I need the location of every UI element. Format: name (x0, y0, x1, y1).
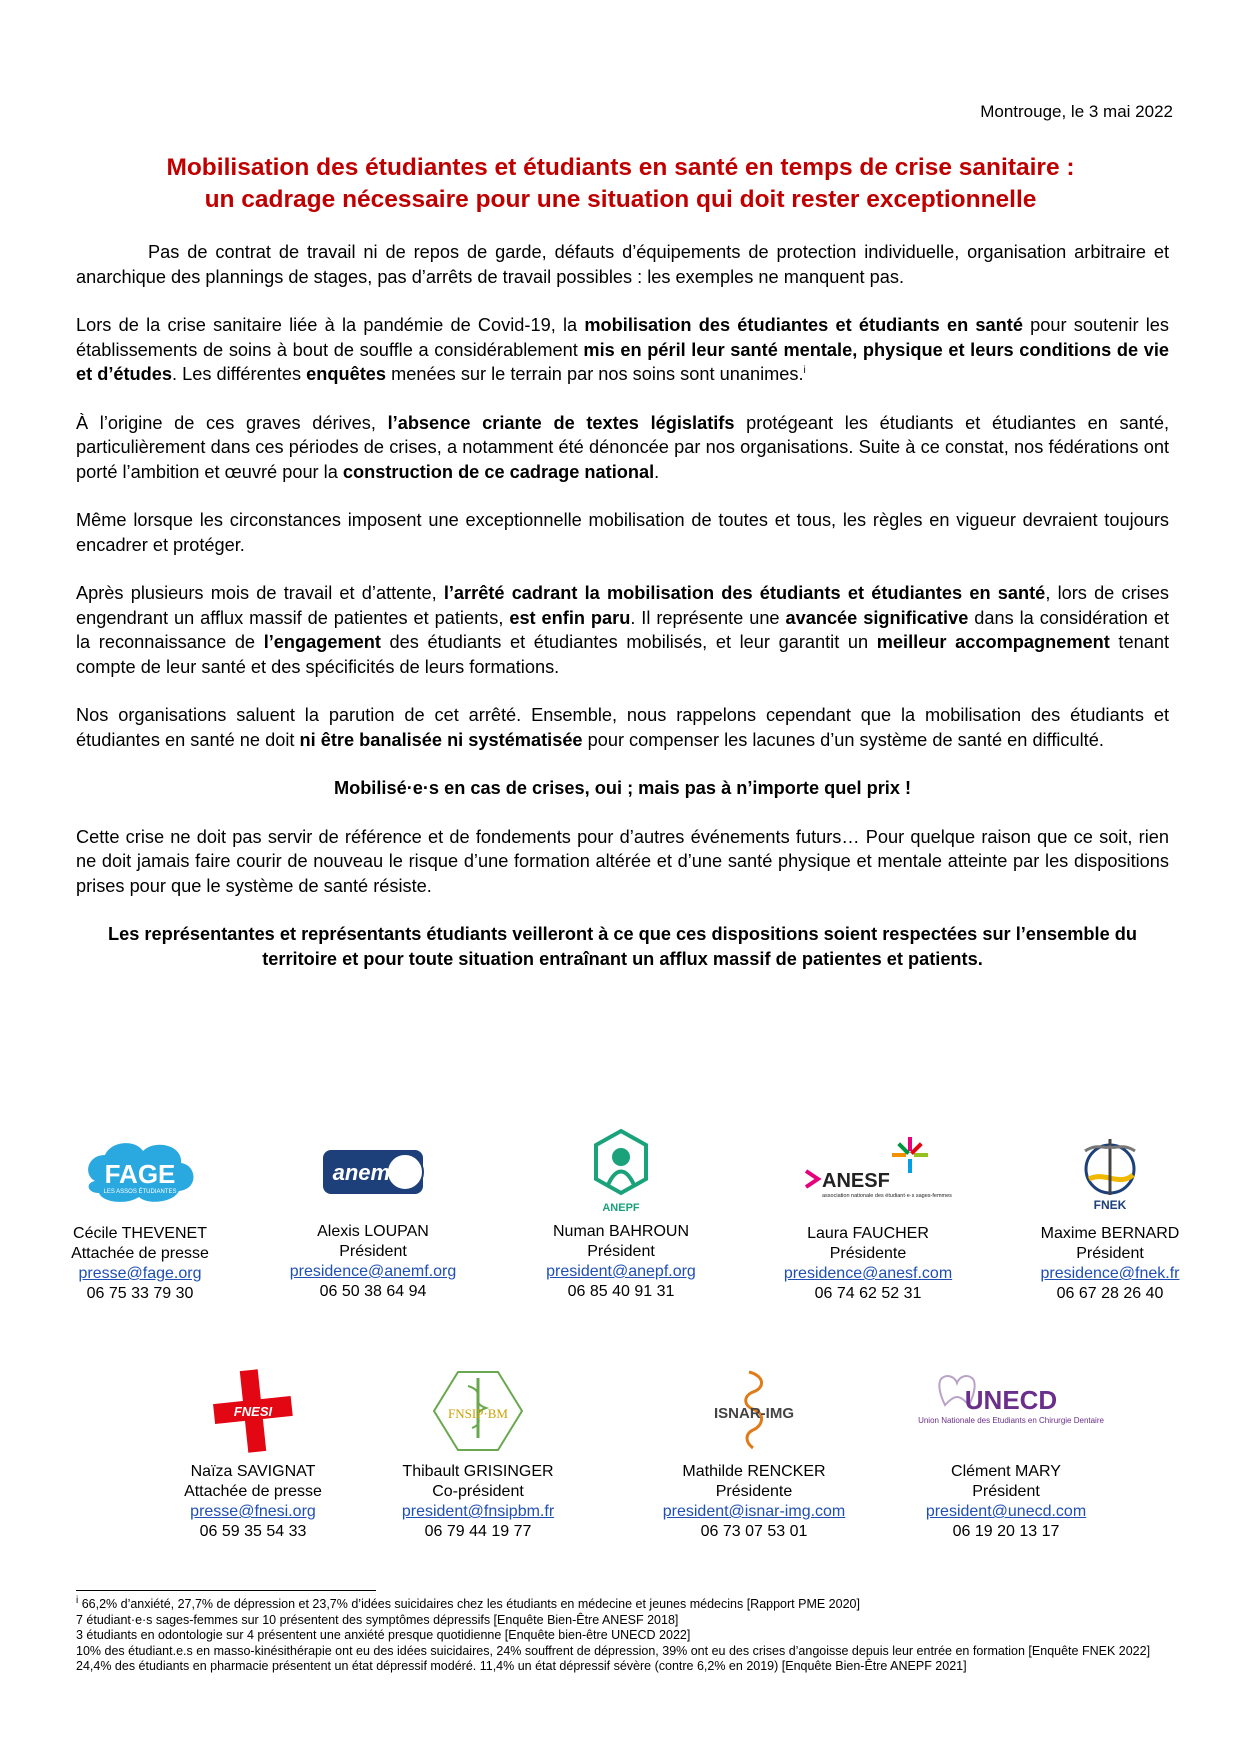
footnote-4: 10% des étudiant.e.s en masso-kinésithérapie ont eu des idées suicidaires, 24% souffrent de dépression, 39% ont eu des crises d’angoisse depuis leur entrée en formation [Enquête FNEK 2022] (76, 1643, 1151, 1658)
anemf-logo-icon (313, 1136, 433, 1206)
contact-name: Alexis LOUPAN (317, 1223, 429, 1240)
anepf-logo (506, 1126, 736, 1216)
contact-role: Président (1076, 1245, 1144, 1262)
contact-isnar-img (639, 1366, 869, 1542)
title-line-2: un cadrage nécessaire pour une situation qui doit rester exceptionnelle (204, 186, 1037, 213)
fage-logo (25, 1128, 255, 1218)
svg-text:UNECD: UNECD (964, 1385, 1058, 1415)
contact-email-link[interactable]: presse@fage.org (78, 1265, 202, 1282)
contact-name: Naïza SAVIGNAT (190, 1463, 316, 1480)
footnote-ref[interactable]: i (803, 364, 806, 376)
contact-role: Présidente (715, 1483, 793, 1500)
p6-text-a: Nos organisations saluent la parution de cet arrêté. Ensemble, nous rappelons cependant que la mobilisation des étudiants et étudiantes en santé ne doit (76, 705, 1169, 750)
p2-text-b: pour soutenir les établissements de soins à bout de souffle a considérablement (76, 315, 1169, 360)
p2-text-a: Lors de la crise sanitaire liée à la pandémie de Covid-19, la (76, 315, 585, 335)
contact-role: Président (339, 1243, 407, 1260)
contact-email-link[interactable]: president@fnsipbm.fr (401, 1503, 555, 1520)
contact-anesf (753, 1128, 983, 1304)
footnote-2: 7 étudiant·e·s sages-femmes sur 10 présentent des symptômes dépressifs [Enquête Bien-Être ANESF 2018] (76, 1612, 679, 1627)
p5-bold-c: avancée significative (785, 607, 969, 628)
unecd-logo (891, 1366, 1121, 1456)
p5-text-f: tenant compte de leur santé et des spécificités de leurs formations. (76, 632, 1169, 677)
contact-fnesi (138, 1366, 368, 1542)
p5-text-c: . Il représente une (630, 607, 786, 628)
contact-name: Laura FAUCHER (807, 1225, 929, 1242)
anemf-logo (258, 1126, 488, 1216)
contact-fage (25, 1128, 255, 1304)
isnar-img-logo-icon (699, 1366, 809, 1456)
anesf-logo-icon (798, 1133, 952, 1213)
p5-bold-a: l’arrêté cadrant la mobilisation des étudiants et étudiantes en santé (443, 583, 1046, 603)
contact-role: Président (972, 1483, 1040, 1500)
contact-name: Mathilde RENCKER (682, 1463, 826, 1480)
contact-unecd (891, 1366, 1121, 1542)
closing-statement: Les représentantes et représentants étudiants veilleront à ce que ces dispositions soient respectées sur l’ensemble du territoire et pour toute situation entraînant un afflux massif de patientes et patients. (108, 924, 1137, 969)
svg-text:ANEPF: ANEPF (602, 1202, 640, 1214)
contact-name: Numan BAHROUN (552, 1223, 690, 1240)
contact-role: Co-président (432, 1483, 524, 1500)
isnar-img-logo (639, 1366, 869, 1456)
footnote-1 (76, 1594, 1176, 1613)
contact-phone: 06 50 38 64 94 (319, 1283, 427, 1300)
footnote-3: 3 étudiants en odontologie sur 4 présentent une anxiété presque quotidienne [Enquête bien-être UNECD 2022] (76, 1628, 691, 1642)
p3-bold-a: l’absence criante de textes législatifs (387, 412, 735, 433)
p3-text-b: protégeant les étudiants et étudiantes en santé, particulièrement dans ces périodes de crises, a notamment été dénoncée par nos organisations. Suite à ce constat, nos fédérations ont porté l’ambition et œuvré pour la (76, 412, 1170, 482)
p5-bold-b: est enfin paru (509, 607, 631, 628)
contact-anepf (506, 1126, 736, 1302)
contact-phone: 06 73 07 53 01 (700, 1523, 808, 1540)
contact-role: Attachée de presse (184, 1483, 322, 1500)
p5-bold-d: l’engagement (263, 632, 381, 652)
footnote-5: 24,4% des étudiants en pharmacie présentent un état dépressif modéré. 11,4% un état dépressif sévère (contre 6,2% en 2019) [Enquête Bien-Être ANEPF 2021] (76, 1659, 967, 1673)
contact-email-link[interactable]: presidence@anemf.org (289, 1263, 457, 1280)
p5-bold-e: meilleur accompagnement (876, 632, 1110, 652)
slogan: Mobilisé·e·s en cas de crises, oui ; mais pas à n’importe quel prix ! (333, 778, 912, 798)
p2-bold-a: mobilisation des étudiantes et étudiants en santé (584, 315, 1023, 335)
svg-text:FNESI: FNESI (233, 1404, 273, 1419)
title-line-1: Mobilisation des étudiantes et étudiants en santé en temps de crise sanitaire : (166, 154, 1075, 181)
contact-phone: 06 74 62 52 31 (814, 1285, 922, 1302)
p2-text-c: . Les différentes (172, 364, 307, 384)
contact-email-link[interactable]: presse@fnesi.org (190, 1503, 316, 1520)
svg-text:Union Nationale des Etudiants: Union Nationale des Etudiants en Chirurgie Dentaire (918, 1416, 1104, 1425)
contact-email-link[interactable]: presidence@anesf.com (783, 1265, 953, 1282)
contact-phone: 06 67 28 26 40 (1056, 1285, 1164, 1302)
fnek-logo-icon (1065, 1133, 1155, 1213)
p3-text-a: À l’origine de ces graves dérives, (76, 412, 388, 433)
paragraph-1: Pas de contrat de travail ni de repos de garde, défauts d’équipements de protection individuelle, organisation arbitraire et anarchique des plannings de stages, pas d’arrêts de travail possibles : les exemples ne manquent pas. (76, 242, 1169, 287)
contact-phone: 06 79 44 19 77 (424, 1523, 532, 1540)
p5-text-b: , lors de crises engendrant un afflux massif de patientes et patients, (76, 583, 1169, 628)
p3-bold-b: construction de ce cadrage national (342, 461, 655, 482)
p2-bold-c: enquêtes (306, 364, 387, 384)
svg-text:FAGE: FAGE (104, 1159, 176, 1189)
p3-text-c: . (654, 461, 660, 482)
contact-fnek (995, 1128, 1225, 1304)
svg-text:FNSIP·BM: FNSIP·BM (448, 1406, 508, 1421)
svg-text:ANESF: ANESF (822, 1170, 890, 1192)
paragraph-7: Cette crise ne doit pas servir de référence et de fondements pour d’autres événements futurs… Pour quelque raison que ce soit, rien ne doit jamais faire courir de nouveau le risque d’une formation altérée et d’une santé physique et mentale atteinte par les dispositions prises pour que le système de santé résiste. (76, 826, 1169, 896)
paragraph-3 (76, 411, 1169, 485)
fnesi-logo-icon (208, 1366, 298, 1456)
fnsipbm-logo (363, 1366, 593, 1456)
contact-name: Clément MARY (951, 1463, 1061, 1480)
contact-role: Président (587, 1243, 655, 1260)
paragraph-4: Même lorsque les circonstances imposent une exceptionnelle mobilisation de toutes et tous, les règles en vigueur devraient toujours encadrer et protéger. (76, 510, 1169, 555)
svg-text:anemf: anemf (332, 1160, 398, 1185)
anepf-logo-icon (586, 1127, 656, 1215)
p6-text-b: pour compenser les lacunes d’un système de santé en difficulté. (582, 729, 1104, 750)
document-date: Montrouge, le 3 mai 2022 (980, 102, 1173, 121)
contact-email-link[interactable]: president@isnar-img.com (662, 1503, 846, 1520)
p5-text-a: Après plusieurs mois de travail et d’attente, (76, 583, 444, 603)
contact-fnsipbm (363, 1366, 593, 1542)
fage-logo-icon (75, 1133, 205, 1213)
svg-text:LES ASSOS ÉTUDIANTES: LES ASSOS ÉTUDIANTES (103, 1189, 177, 1195)
contact-email-link[interactable]: presidence@fnek.fr (1040, 1265, 1180, 1282)
paragraph-6 (76, 703, 1169, 752)
contact-phone: 06 85 40 91 31 (567, 1283, 675, 1300)
footnote-separator (76, 1590, 376, 1591)
fnek-logo (995, 1128, 1225, 1218)
anesf-logo (753, 1128, 983, 1218)
footnote-text: 66,2% d’anxiété, 27,7% de dépression et 23,7% d’idées suicidaires chez les étudiants en médecine et jeunes médecins [Rapport PME 2020] (78, 1597, 860, 1611)
paragraph-5 (76, 581, 1169, 679)
svg-text:FNEK: FNEK (1093, 1198, 1127, 1212)
p2-text-d: menées sur le terrain par nos soins sont unanimes. (386, 364, 804, 384)
fnsipbm-logo-icon (428, 1366, 528, 1456)
unecd-logo-icon (918, 1371, 1104, 1451)
paragraph-2 (76, 313, 1169, 387)
p5-text-d: dans la considération et la reconnaissance de (76, 607, 1169, 652)
p6-bold-a: ni être banalisée ni systématisée (299, 729, 583, 750)
fnesi-logo (138, 1366, 368, 1456)
contact-phone: 06 59 35 54 33 (199, 1523, 307, 1540)
contact-email-link[interactable]: president@anepf.org (546, 1263, 696, 1280)
footnotes (76, 1594, 1176, 1675)
contact-anemf (258, 1126, 488, 1302)
document-body (76, 240, 1169, 995)
svg-text:ISNAR-IMG: ISNAR-IMG (714, 1405, 794, 1422)
contact-email-link[interactable]: president@unecd.com (925, 1503, 1087, 1520)
contact-name: Cécile THEVENET (73, 1225, 207, 1242)
contact-role: Attachée de presse (71, 1245, 209, 1262)
contact-phone: 06 75 33 79 30 (86, 1285, 194, 1302)
contact-name: Maxime BERNARD (1040, 1225, 1180, 1242)
p2-bold-b: mis en péril leur santé mentale, physique et leurs conditions de vie et d’études (76, 339, 1169, 384)
svg-text:association nationale des étud: association nationale des étudiant·e·s sages-femmes (822, 1193, 952, 1199)
contact-phone: 06 19 20 13 17 (952, 1523, 1060, 1540)
document-title (60, 152, 1181, 216)
footnote-mark: i (76, 1594, 79, 1606)
p5-text-e: des étudiants et étudiantes mobilisés, et leur garantit un (380, 632, 877, 652)
contact-name: Thibault GRISINGER (402, 1463, 554, 1480)
contact-role: Présidente (829, 1245, 907, 1262)
